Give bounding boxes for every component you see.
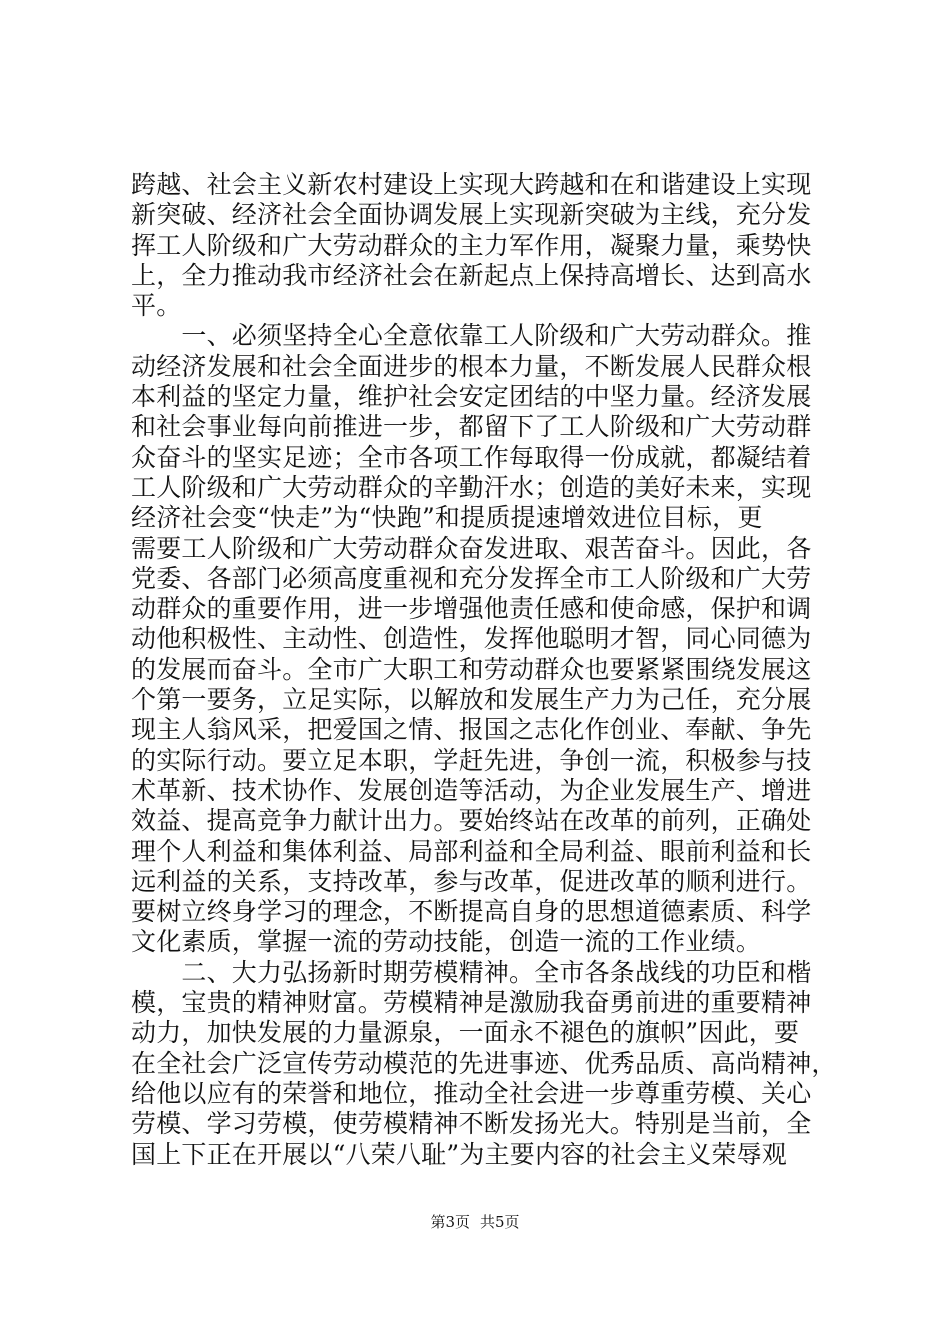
text-line: 动经济发展和社会全面进步的根本力量，不断发展人民群众根 [131, 351, 812, 381]
text-line: 新突破、经济社会全面协调发展上实现新突破为主线，充分发 [131, 200, 812, 230]
text-line: 劳模、学习劳模，使劳模精神不断发扬光大。特别是当前，全 [131, 1109, 812, 1139]
text-line: 给他以应有的荣誉和地位，推动全社会进一步尊重劳模、关心 [131, 1078, 812, 1108]
text-line: 动力，加快发展的力量源泉，一面永不褪色的旗帜”因此，要 [131, 1018, 800, 1048]
text-line: 个第一要务，立足实际，以解放和发展生产力为己任，充分展 [131, 685, 812, 715]
document-body [131, 170, 837, 1170]
text-line: 现主人翁风采，把爱国之情、报国之志化作创业、奉献、争先 [131, 715, 812, 745]
text-line: 要树立终身学习的理念，不断提高自身的思想道德素质、科学 [131, 897, 812, 927]
text-line: 党委、各部门必须高度重视和充分发挥全市工人阶级和广大劳 [131, 563, 812, 593]
text-line: 动他积极性、主动性、创造性，发挥他聪明才智，同心同德为 [131, 624, 812, 654]
text-line: 和社会事业每向前推进一步，都留下了工人阶级和广大劳动群 [131, 412, 812, 442]
text-line: 上，全力推动我市经济社会在新起点上保持高增长、达到高水 [131, 260, 812, 290]
text-line: 平。 [131, 291, 182, 321]
text-line: 效益、提高竞争力献计出力。要始终站在改革的前列，正确处 [131, 806, 812, 836]
page-total: 共5页 [480, 1213, 520, 1231]
text-line: 模，宝贵的精神财富。劳模精神是激励我奋勇前进的重要精神 [131, 988, 812, 1018]
text-line: 术革新、技术协作、发展创造等活动，为企业发展生产、增进 [131, 775, 812, 805]
text-line: 需要工人阶级和广大劳动群众奋发进取、艰苦奋斗。因此，各 [131, 533, 812, 563]
text-line: 的实际行动。要立足本职，学赶先进，争创一流，积极参与技 [131, 745, 812, 775]
text-line: 文化素质，掌握一流的劳动技能，创造一流的工作业绩。 [131, 927, 762, 957]
text-line: 经济社会变“快走”为“快跑”和提质提速增效进位目标，更 [131, 503, 763, 533]
text-line: 国上下正在开展以“八荣八耻”为主要内容的社会主义荣辱观 [131, 1139, 787, 1169]
text-line: 本利益的坚定力量，维护社会安定团结的中坚力量。经济发展 [131, 382, 812, 412]
text-line: 在全社会广泛宣传劳动模范的先进事迹、优秀品质、高尚精神， [131, 1048, 837, 1078]
text-line: 二、大力弘扬新时期劳模精神。全市各条战线的功臣和楷 [131, 957, 812, 987]
text-line: 工人阶级和广大劳动群众的辛勤汗水；创造的美好未来，实现 [131, 472, 812, 502]
text-line: 跨越、社会主义新农村建设上实现大跨越和在和谐建设上实现 [131, 170, 812, 199]
text-line: 一、必须坚持全心全意依靠工人阶级和广大劳动群众。推 [131, 321, 812, 351]
text-line: 远利益的关系，支持改革，参与改革，促进改革的顺利进行。 [131, 866, 812, 896]
text-line: 动群众的重要作用，进一步增强他责任感和使命感，保护和调 [131, 594, 812, 624]
text-line: 众奋斗的坚实足迹；全市各项工作每取得一份成就，都凝结着 [131, 442, 812, 472]
page-footer [0, 1212, 950, 1232]
text-line: 的发展而奋斗。全市广大职工和劳动群众也要紧紧围绕发展这 [131, 654, 812, 684]
text-line: 理个人利益和集体利益、局部利益和全局利益、眼前利益和长 [131, 836, 812, 866]
text-line: 挥工人阶级和广大劳动群众的主力军作用，凝聚力量，乘势快 [131, 230, 812, 260]
page-number: 第3页 [430, 1213, 470, 1231]
